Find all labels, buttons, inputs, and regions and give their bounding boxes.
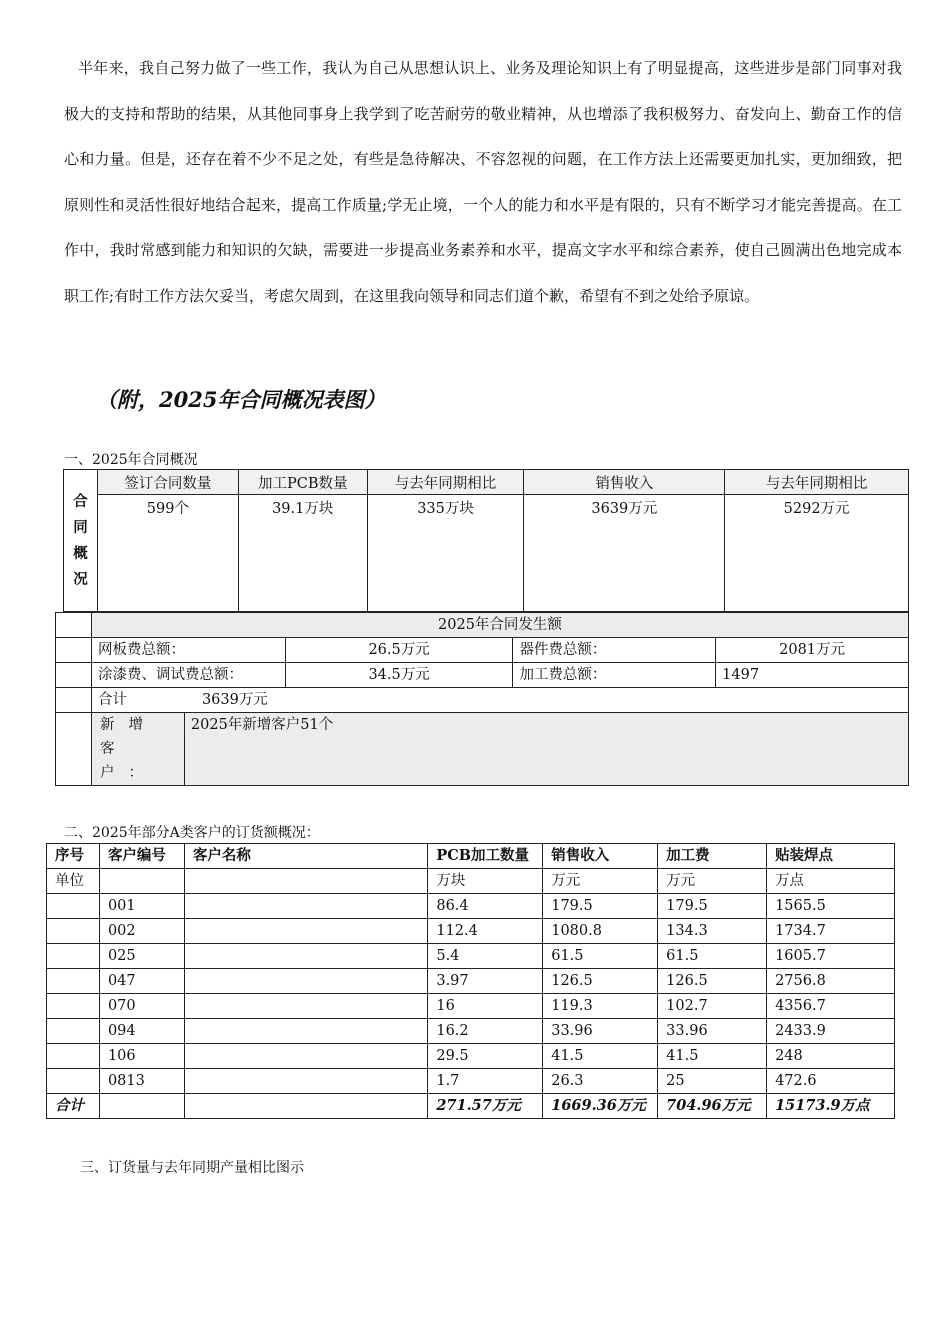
table-cell <box>184 969 427 994</box>
table-cell: 112.4 <box>428 919 543 944</box>
total-value: 3639万元 <box>201 692 268 708</box>
table-cell: 33.96 <box>658 1019 767 1044</box>
table-header: 销售收入 <box>543 844 658 869</box>
table-cell: 加工费总额： <box>513 663 716 688</box>
table-row <box>47 1019 895 1044</box>
table-cell: 179.5 <box>543 894 658 919</box>
table-row <box>56 613 909 638</box>
table-cell: 002 <box>99 919 184 944</box>
table-row <box>56 663 909 688</box>
table-header: PCB加工数量 <box>428 844 543 869</box>
table-cell: 26.3 <box>543 1069 658 1094</box>
table-cell <box>47 944 100 969</box>
table-header: 序号 <box>47 844 100 869</box>
table-cell: 万元 <box>658 869 767 894</box>
table-cell: 4356.7 <box>767 994 895 1019</box>
table-cell: 16 <box>428 994 543 1019</box>
table-row <box>47 919 895 944</box>
contract-amount-table <box>55 612 909 786</box>
table-cell <box>99 869 184 894</box>
table-cell: 网板费总额： <box>91 638 285 663</box>
table-cell: 3.97 <box>428 969 543 994</box>
table-cell <box>184 919 427 944</box>
table-cell <box>47 919 100 944</box>
table-cell <box>47 1044 100 1069</box>
table-cell: 41.5 <box>658 1044 767 1069</box>
table-cell: 1669.36万元 <box>543 1094 658 1119</box>
table-cell: 41.5 <box>543 1044 658 1069</box>
table-cell <box>184 994 427 1019</box>
table-cell <box>184 869 427 894</box>
table-header: 客户名称 <box>184 844 427 869</box>
table-row <box>56 688 909 713</box>
table-cell: 126.5 <box>658 969 767 994</box>
table-row <box>56 638 909 663</box>
table-cell: 126.5 <box>543 969 658 994</box>
table-cell: 047 <box>99 969 184 994</box>
table-cell: 1605.7 <box>767 944 895 969</box>
units-row <box>47 869 895 894</box>
table-cell: 34.5万元 <box>285 663 513 688</box>
table-cell <box>184 1069 427 1094</box>
section3-title: 三、订货量与去年同期产量相比图示 <box>80 1160 304 1176</box>
table-cell: 1.7 <box>428 1069 543 1094</box>
table-header: 与去年同期相比 <box>367 470 524 495</box>
table-cell: 2081万元 <box>716 638 909 663</box>
table-cell <box>47 1019 100 1044</box>
table-header: 客户编号 <box>99 844 184 869</box>
table-cell: 2433.9 <box>767 1019 895 1044</box>
table-cell <box>47 1069 100 1094</box>
table-cell: 704.96万元 <box>658 1094 767 1119</box>
table-cell: 涂漆费、调试费总额： <box>91 663 285 688</box>
table-cell: 万块 <box>428 869 543 894</box>
table-cell: 29.5 <box>428 1044 543 1069</box>
table-cell <box>99 1094 184 1119</box>
table-cell: 102.7 <box>658 994 767 1019</box>
section1-title: 一、2025年合同概况 <box>64 452 198 468</box>
table-cell: 5292万元 <box>725 495 909 612</box>
table-cell: 2756.8 <box>767 969 895 994</box>
intro-paragraph: 半年来，我自己努力做了一些工作，我认为自己从思想认识上、业务及理论知识上有了明显提高，这些进步是部门同事对我极大的支持和帮助的结果，从其他同事身上我学到了吃苦耐劳的敬业精神，从也增添了我积极努力、奋发向上、勤奋工作的信心和力量。但是，还存在着不少不足之处，有些是急待解决、不容忽视的问题，在工作方法上还需要更加扎实，更加细致，把原则性和灵活性很好地结合起来，提高工作质量;学无止境，一个人的能力和水平是有限的，只有不断学习才能完善提高。在工作中，我时常感到能力和知识的欠缺，需要进一步提高业务素养和水平，提高文字水平和综合素养，使自己圆满出色地完成本职工作;有时工作方法欠妥当，考虑欠周到，在这里我向领导和同志们道个歉，希望有不到之处给予原谅。 <box>64 59 902 305</box>
table-header: 加工费 <box>658 844 767 869</box>
table-cell: 094 <box>99 1019 184 1044</box>
table-cell: 472.6 <box>767 1069 895 1094</box>
section2-title: 二、2025年部分A类客户的订货额概况： <box>64 825 320 841</box>
table-header: 与去年同期相比 <box>725 470 909 495</box>
table-cell: 器件费总额： <box>513 638 716 663</box>
new-customers-label: 新增客户： <box>91 713 184 786</box>
table-cell: 61.5 <box>658 944 767 969</box>
amount-title: 2025年合同发生额 <box>91 613 908 638</box>
total-label: 合计 <box>97 692 127 708</box>
table-row <box>47 894 895 919</box>
table-cell <box>184 944 427 969</box>
table-cell: 1734.7 <box>767 919 895 944</box>
table-row <box>56 713 909 786</box>
table-cell: 001 <box>99 894 184 919</box>
customer-orders-table <box>46 843 895 1119</box>
table-cell: 86.4 <box>428 894 543 919</box>
table-header: 加工PCB数量 <box>238 470 367 495</box>
table-cell <box>47 969 100 994</box>
table-cell: 599个 <box>97 495 238 612</box>
table-cell <box>47 994 100 1019</box>
table-row <box>47 1044 895 1069</box>
contract-overview-table <box>63 469 909 612</box>
table-cell: 合计 <box>47 1094 100 1119</box>
total-row <box>47 1094 895 1119</box>
table-cell: 119.3 <box>543 994 658 1019</box>
total-row <box>91 688 908 713</box>
table-header: 贴装焊点 <box>767 844 895 869</box>
table-row <box>47 944 895 969</box>
table-cell: 0813 <box>99 1069 184 1094</box>
table-cell: 5.4 <box>428 944 543 969</box>
table-cell: 271.57万元 <box>428 1094 543 1119</box>
table-cell <box>184 1044 427 1069</box>
table-cell: 16.2 <box>428 1019 543 1044</box>
table-row <box>47 994 895 1019</box>
table-cell: 单位 <box>47 869 100 894</box>
table-cell: 万元 <box>543 869 658 894</box>
table-header: 销售收入 <box>524 470 725 495</box>
table-row <box>47 1069 895 1094</box>
table-cell: 26.5万元 <box>285 638 513 663</box>
table-cell: 3639万元 <box>524 495 725 612</box>
table-cell: 134.3 <box>658 919 767 944</box>
table-cell: 248 <box>767 1044 895 1069</box>
table-cell: 61.5 <box>543 944 658 969</box>
table-cell: 025 <box>99 944 184 969</box>
new-customers-value: 2025年新增客户51个 <box>184 713 908 786</box>
appendix-heading: （附，2025年合同概况表图） <box>96 387 386 412</box>
table-cell: 1497 <box>716 663 909 688</box>
table-cell: 39.1万块 <box>238 495 367 612</box>
table-cell: 15173.9万点 <box>767 1094 895 1119</box>
side-label: 合 同 概 况 <box>64 470 98 612</box>
table-cell <box>47 894 100 919</box>
table-cell <box>184 1019 427 1044</box>
table-cell: 335万块 <box>367 495 524 612</box>
table-cell: 070 <box>99 994 184 1019</box>
table-cell <box>184 894 427 919</box>
table-header: 签订合同数量 <box>97 470 238 495</box>
table-cell <box>184 1094 427 1119</box>
table-cell: 179.5 <box>658 894 767 919</box>
table-cell: 25 <box>658 1069 767 1094</box>
table-row <box>64 495 909 612</box>
table-cell: 1565.5 <box>767 894 895 919</box>
table-header-row <box>47 844 895 869</box>
table-row <box>47 969 895 994</box>
table-cell: 1080.8 <box>543 919 658 944</box>
table-cell: 万点 <box>767 869 895 894</box>
table-cell: 106 <box>99 1044 184 1069</box>
table-row <box>64 470 909 495</box>
table-cell: 33.96 <box>543 1019 658 1044</box>
